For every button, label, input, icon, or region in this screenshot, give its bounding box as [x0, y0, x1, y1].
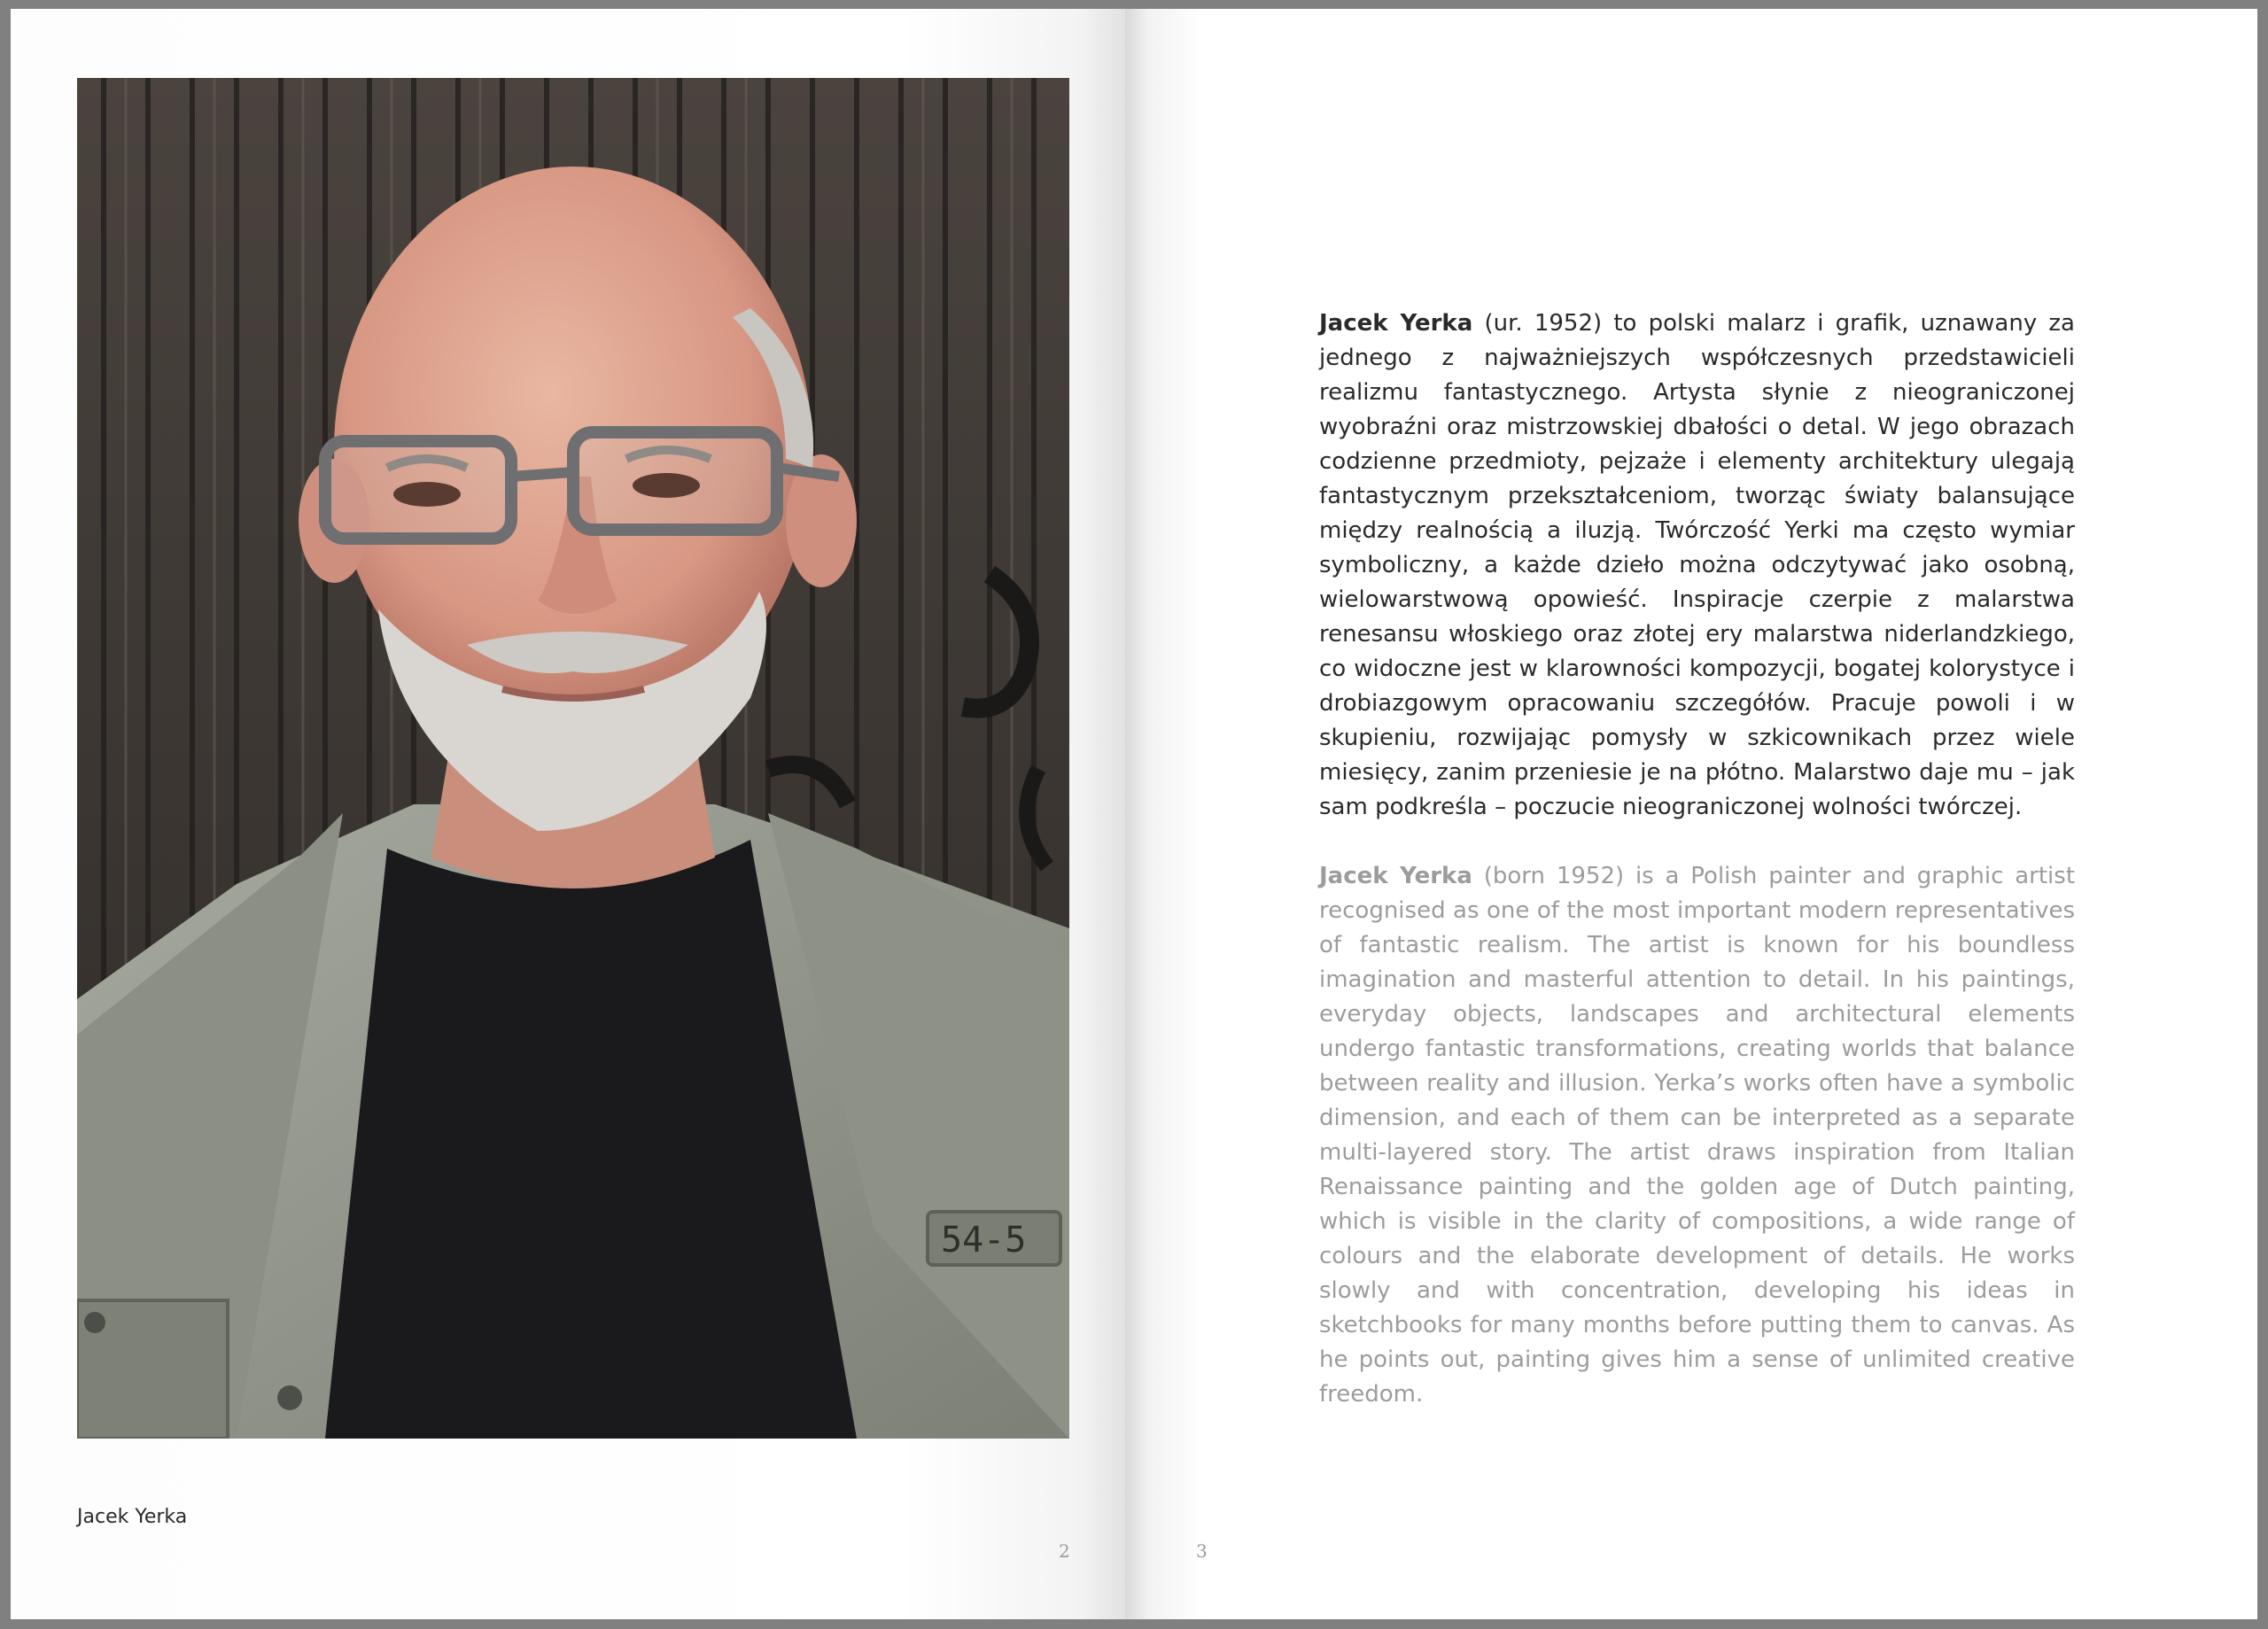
page-number-left: 2 [1059, 1540, 1070, 1562]
biography-polish [1319, 306, 2075, 825]
artist-name-polish: Jacek Yerka [1319, 310, 1473, 337]
page-number-right: 3 [1196, 1540, 1208, 1562]
biography-polish-body: (ur. 1952) to polski malarz i grafik, uznawany za jednego z najważniejszych współczesnych przedstawicieli realizmu fantastycznego. Artysta słynie z nieograniczonej wyobraźni oraz mistrzowskiej dbałości o detal. W jego obrazach codzienne przedmioty, pejzaże i elementy architektury ulegają fantastycznym przekształceniom, tworząc światy balansujące między realnością a iluzją. Twórczość Yerki ma często wymiar symboliczny, a każde dzieło można odczytywać jako osobną, wielowarstwową opowieść. Inspiracje czerpie z malarstwa renesansu włoskiego oraz złotej ery malarstwa niderlandzkiego, co widoczne jest w klarowności kompozycji, bogatej kolorystyce i drobiazgowym opracowaniu szczegółów. Pracuje powoli i w skupieniu, rozwijając pomysły w szkicownikach przez wiele miesięcy, zanim przeniesie je na płótno. Malarstwo daje mu – jak sam podkreśla – poczucie nieograniczonej wolności twórczej. [1319, 310, 2075, 820]
biography-english [1319, 859, 2075, 1412]
biography-english-body: (born 1952) is a Polish painter and graphic artist recognised as one of the most important modern representatives of fantastic realism. The artist is known for his boundless imagination and masterful attention to detail. In his paintings, everyday objects, landscapes and architectural elements undergo fantastic transformations, creating worlds that balance between reality and illusion. Yerka’s works often have a symbolic dimension, and each of them can be interpreted as a separate multi-layered story. The artist draws inspiration from Italian Renaissance painting and the golden age of Dutch painting, which is visible in the clarity of compositions, a wide range of colours and the elaborate development of details. He works slowly and with concentration, developing his ideas in sketchbooks for many months before putting them to canvas. As he points out, painting gives him a sense of unlimited creative freedom. [1319, 863, 2076, 1408]
artist-name-english: Jacek Yerka [1319, 863, 1472, 889]
portrait-photo [77, 78, 1069, 1439]
portrait-illustration [77, 78, 1069, 1439]
left-page [11, 9, 1125, 1619]
jacket-badge-text: 54-5 [941, 1220, 1027, 1261]
photo-caption: Jacek Yerka [77, 1506, 188, 1528]
right-page [1125, 9, 2257, 1619]
